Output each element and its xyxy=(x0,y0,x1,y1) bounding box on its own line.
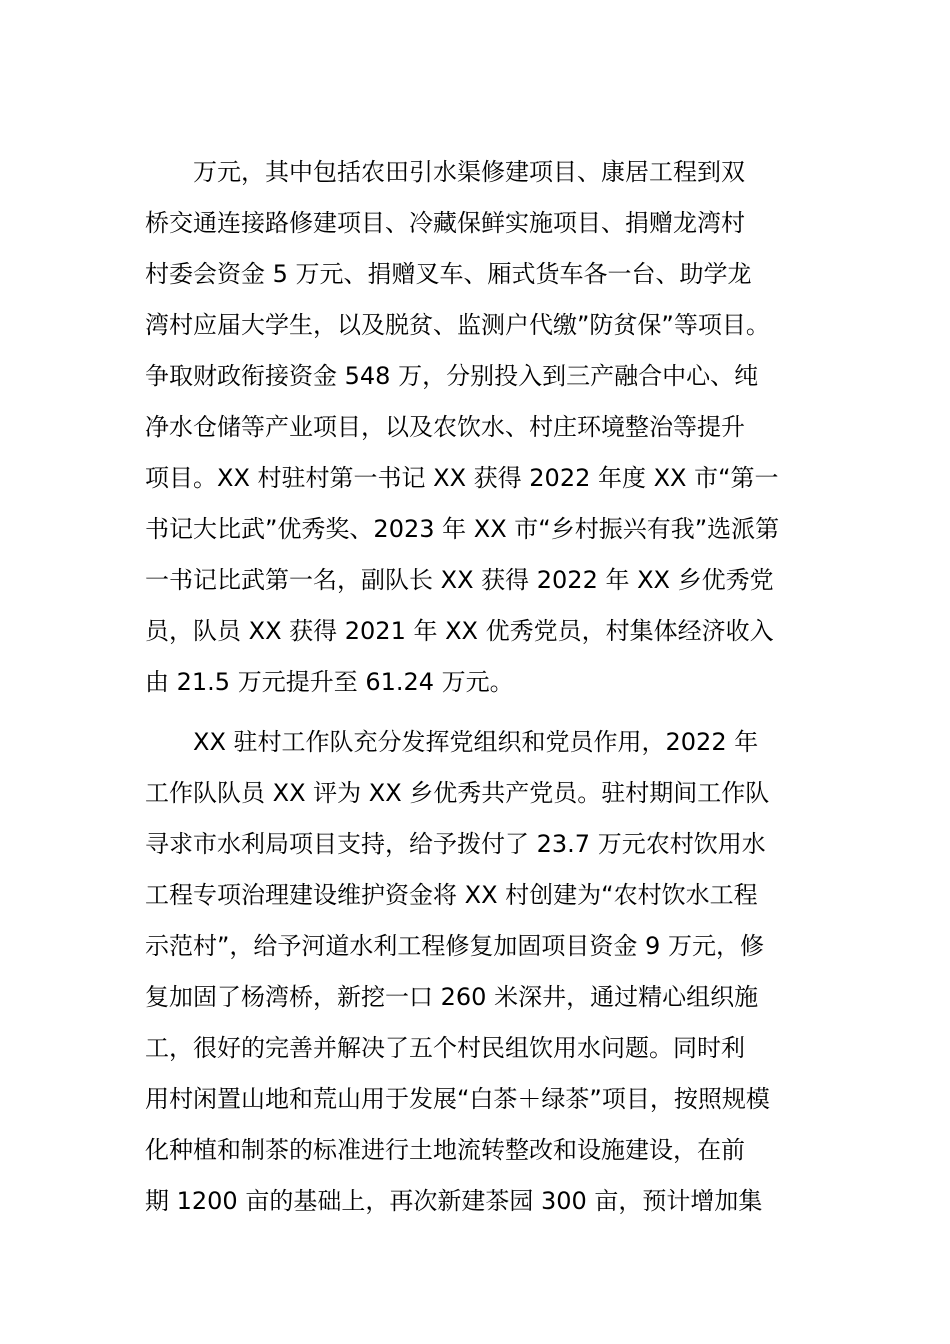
text-line: 书记大比武”优秀奖、2023 年 XX 市“乡村振兴有我”选派第 xyxy=(145,515,780,543)
text-line: 员，队员 XX 获得 2021 年 XX 优秀党员，村集体经济收入 xyxy=(145,617,774,645)
text-line: 项目。XX 村驻村第一书记 XX 获得 2022 年度 XX 市“第一 xyxy=(145,464,779,492)
text-line: 工程专项治理建设维护资金将 XX 村创建为“农村饮水工程 xyxy=(145,881,758,909)
text-line: 复加固了杨湾桥，新挖一口 260 米深井，通过精心组织施 xyxy=(145,983,759,1011)
text-line: 期 1200 亩的基础上，再次新建茶园 300 亩，预计增加集 xyxy=(145,1187,763,1215)
text-line: 一书记比武第一名，副队长 XX 获得 2022 年 XX 乡优秀党 xyxy=(145,566,774,594)
text-line: 由 21.5 万元提升至 61.24 万元。 xyxy=(145,668,514,696)
text-line: 净水仓储等产业项目，以及农饮水、村庄环境整治等提升 xyxy=(145,413,745,441)
text-line: 争取财政衔接资金 548 万，分别投入到三产融合中心、纯 xyxy=(145,362,759,390)
text-line: XX 驻村工作队充分发挥党组织和党员作用，2022 年 xyxy=(193,728,759,756)
text-line: 桥交通连接路修建项目、冷藏保鲜实施项目、捐赠龙湾村 xyxy=(145,209,745,237)
text-line: 工，很好的完善并解决了五个村民组饮用水问题。同时利 xyxy=(145,1034,745,1062)
text-line: 村委会资金 5 万元、捐赠叉车、厢式货车各一台、助学龙 xyxy=(145,260,752,288)
text-line: 万元，其中包括农田引水渠修建项目、康居工程到双 xyxy=(193,158,745,186)
text-line: 用村闲置山地和荒山用于发展“白茶＋绿茶”项目，按照规模 xyxy=(145,1085,770,1113)
paragraph xyxy=(145,717,807,1227)
text-line: 湾村应届大学生，以及脱贫、监测户代缴”防贫保”等项目。 xyxy=(145,311,770,339)
text-line: 工作队队员 XX 评为 XX 乡优秀共产党员。驻村期间工作队 xyxy=(145,779,770,807)
text-line: 寻求市水利局项目支持，给予拨付了 23.7 万元农村饮用水 xyxy=(145,830,766,858)
text-line: 示范村”，给予河道水利工程修复加固项目资金 9 万元，修 xyxy=(145,932,764,960)
paragraph xyxy=(145,147,807,708)
text-line: 化种植和制茶的标准进行土地流转整改和设施建设，在前 xyxy=(145,1136,745,1164)
